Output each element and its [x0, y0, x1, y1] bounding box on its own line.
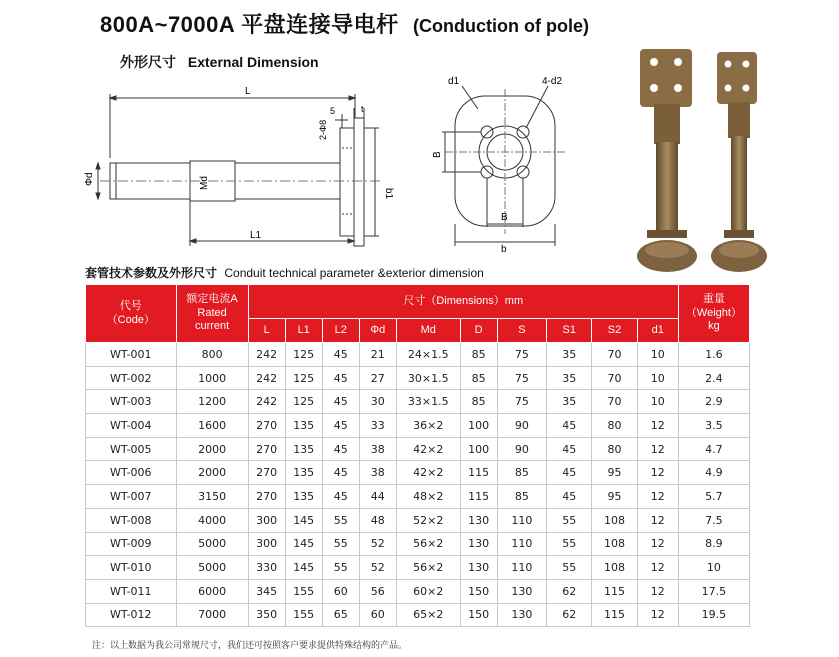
table-cell: WT-002 [86, 366, 177, 390]
table-heading-en: Conduit technical parameter &exterior dimension [224, 266, 484, 280]
flange-front-view-drawing [430, 74, 590, 254]
external-dimension-heading [120, 52, 327, 72]
table-cell: 42×2 [396, 437, 460, 461]
table-cell: 70 [592, 343, 637, 367]
table-cell: 800 [176, 343, 248, 367]
table-cell: 108 [592, 556, 637, 580]
label-b1: b1 [383, 188, 394, 200]
table-cell: 45 [322, 366, 359, 390]
table-cell: 4000 [176, 508, 248, 532]
table-cell: 2000 [176, 437, 248, 461]
table-cell: WT-006 [86, 461, 177, 485]
header-dim-col: d1 [637, 319, 678, 343]
table-cell: 130 [460, 508, 497, 532]
table-cell: 33 [359, 414, 396, 438]
table-cell: 125 [285, 343, 322, 367]
table-cell: 145 [285, 508, 322, 532]
table-cell: 130 [460, 532, 497, 556]
table-cell: 300 [248, 532, 285, 556]
table-cell: 60 [322, 579, 359, 603]
table-cell: 135 [285, 485, 322, 509]
table-cell: 10 [637, 366, 678, 390]
table-cell: 35 [547, 366, 592, 390]
table-cell: 1.6 [678, 343, 749, 367]
table-cell: 345 [248, 579, 285, 603]
table-cell: WT-010 [86, 556, 177, 580]
table-cell: 270 [248, 414, 285, 438]
label-d1: d1 [448, 76, 460, 87]
page-title [100, 8, 589, 39]
table-cell: 60×2 [396, 579, 460, 603]
table-cell: 1000 [176, 366, 248, 390]
table-cell: 48×2 [396, 485, 460, 509]
table-cell: 36×2 [396, 414, 460, 438]
table-row [86, 532, 750, 556]
label-phi-d: Φd [84, 172, 95, 186]
header-dim-col: L2 [322, 319, 359, 343]
table-cell: 17.5 [678, 579, 749, 603]
label-b: b [501, 244, 507, 254]
table-cell: 350 [248, 603, 285, 627]
table-cell: 45 [322, 343, 359, 367]
table-cell: 115 [460, 485, 497, 509]
table-cell: 70 [592, 366, 637, 390]
table-cell: 44 [359, 485, 396, 509]
title-english: (Conduction of pole) [413, 16, 589, 36]
table-cell: 75 [497, 390, 546, 414]
table-heading [85, 264, 484, 281]
table-cell: 12 [637, 485, 678, 509]
external-dimension-en: External Dimension [187, 54, 319, 70]
table-cell: 24×1.5 [396, 343, 460, 367]
header-code: 代号 （Code） [86, 285, 177, 343]
table-cell: 4.9 [678, 461, 749, 485]
table-cell: 45 [547, 461, 592, 485]
parameter-table [85, 284, 750, 627]
table-cell: 125 [285, 390, 322, 414]
table-cell: 70 [592, 390, 637, 414]
table-cell: WT-004 [86, 414, 177, 438]
table-cell: 19.5 [678, 603, 749, 627]
table-cell: 6000 [176, 579, 248, 603]
table-cell: 60 [359, 603, 396, 627]
table-cell: 125 [285, 366, 322, 390]
table-cell: 21 [359, 343, 396, 367]
label-4-d2: 4-d2 [542, 76, 563, 87]
table-row [86, 508, 750, 532]
table-cell: 2.4 [678, 366, 749, 390]
table-heading-cn: 套管技术参数及外形尺寸 [85, 266, 218, 280]
table-row [86, 556, 750, 580]
table-cell: 270 [248, 437, 285, 461]
table-cell: 115 [592, 603, 637, 627]
table-cell: 110 [497, 508, 546, 532]
table-row [86, 461, 750, 485]
table-cell: 52 [359, 556, 396, 580]
header-dim-col: L1 [285, 319, 322, 343]
table-cell: 85 [460, 366, 497, 390]
table-cell: 45 [547, 414, 592, 438]
table-cell: 145 [285, 556, 322, 580]
external-dimension-cn: 外形尺寸 [120, 54, 176, 70]
table-cell: 45 [322, 414, 359, 438]
label-5: 5 [330, 106, 336, 116]
table-cell: 75 [497, 366, 546, 390]
table-cell: 130 [497, 603, 546, 627]
table-row [86, 366, 750, 390]
table-cell: 45 [322, 390, 359, 414]
table-cell: 55 [322, 532, 359, 556]
table-cell: 1600 [176, 414, 248, 438]
table-cell: 45 [322, 461, 359, 485]
table-cell: 7000 [176, 603, 248, 627]
table-cell: 38 [359, 437, 396, 461]
table-cell: 130 [460, 556, 497, 580]
table-cell: 56×2 [396, 556, 460, 580]
table-cell: 55 [322, 556, 359, 580]
table-cell: 95 [592, 485, 637, 509]
table-cell: 115 [592, 579, 637, 603]
table-row [86, 579, 750, 603]
table-cell: 108 [592, 508, 637, 532]
table-cell: 110 [497, 532, 546, 556]
table-cell: 12 [637, 556, 678, 580]
table-cell: 5000 [176, 532, 248, 556]
table-cell: 42×2 [396, 461, 460, 485]
table-cell: 110 [497, 556, 546, 580]
table-cell: 30 [359, 390, 396, 414]
header-weight: 重量 （Weight） kg [678, 285, 749, 343]
table-cell: 85 [460, 343, 497, 367]
header-dim-col: L [248, 319, 285, 343]
table-cell: 12 [637, 532, 678, 556]
table-cell: WT-008 [86, 508, 177, 532]
header-dim-col: S [497, 319, 546, 343]
table-cell: 3.5 [678, 414, 749, 438]
table-cell: 38 [359, 461, 396, 485]
table-cell: 62 [547, 579, 592, 603]
table-cell: 45 [547, 437, 592, 461]
table-cell: 270 [248, 485, 285, 509]
table-cell: 85 [460, 390, 497, 414]
table-cell: 55 [547, 532, 592, 556]
table-cell: 3150 [176, 485, 248, 509]
table-cell: 150 [460, 579, 497, 603]
table-cell: WT-007 [86, 485, 177, 509]
header-dim-col: Md [396, 319, 460, 343]
product-photo [632, 44, 797, 274]
table-cell: WT-012 [86, 603, 177, 627]
table-cell: 45 [322, 485, 359, 509]
table-cell: 45 [547, 485, 592, 509]
table-row [86, 414, 750, 438]
label-t: t [361, 104, 364, 114]
table-cell: 56×2 [396, 532, 460, 556]
table-cell: 52×2 [396, 508, 460, 532]
table-cell: 115 [460, 461, 497, 485]
table-cell: 35 [547, 390, 592, 414]
table-cell: WT-005 [86, 437, 177, 461]
table-cell: 45 [322, 437, 359, 461]
table-cell: 90 [497, 414, 546, 438]
table-cell: 242 [248, 343, 285, 367]
table-cell: 108 [592, 532, 637, 556]
table-cell: 85 [497, 485, 546, 509]
table-cell: 150 [460, 603, 497, 627]
table-cell: 55 [547, 508, 592, 532]
table-cell: WT-001 [86, 343, 177, 367]
table-cell: 56 [359, 579, 396, 603]
table-cell: 155 [285, 579, 322, 603]
table-cell: 10 [678, 556, 749, 580]
title-main: 800A~7000A 平盘连接导电杆 [100, 12, 399, 37]
table-row [86, 437, 750, 461]
table-cell: 155 [285, 603, 322, 627]
table-cell: 62 [547, 603, 592, 627]
table-cell: 65×2 [396, 603, 460, 627]
table-cell: 80 [592, 437, 637, 461]
table-cell: 80 [592, 414, 637, 438]
table-row [86, 390, 750, 414]
table-cell: 5000 [176, 556, 248, 580]
header-dimensions: 尺寸（Dimensions）mm [248, 285, 678, 319]
header-dim-col: S1 [547, 319, 592, 343]
table-row [86, 485, 750, 509]
header-dim-col: D [460, 319, 497, 343]
table-cell: 145 [285, 532, 322, 556]
table-cell: 8.9 [678, 532, 749, 556]
side-view-drawing [80, 78, 400, 253]
table-cell: 4.7 [678, 437, 749, 461]
table-row [86, 603, 750, 627]
table-cell: 75 [497, 343, 546, 367]
table-cell: 12 [637, 461, 678, 485]
label-L: L [245, 86, 251, 97]
label-Md: Md [199, 176, 210, 190]
table-cell: 135 [285, 414, 322, 438]
table-cell: 12 [637, 603, 678, 627]
table-cell: 135 [285, 437, 322, 461]
table-cell: 135 [285, 461, 322, 485]
table-cell: 10 [637, 390, 678, 414]
table-cell: 5.7 [678, 485, 749, 509]
table-cell: 27 [359, 366, 396, 390]
table-cell: 95 [592, 461, 637, 485]
table-cell: 300 [248, 508, 285, 532]
table-cell: 242 [248, 390, 285, 414]
table-cell: 85 [497, 461, 546, 485]
table-cell: 52 [359, 532, 396, 556]
table-cell: 100 [460, 437, 497, 461]
label-B-horizontal: B [501, 212, 508, 223]
table-cell: 270 [248, 461, 285, 485]
table-cell: 48 [359, 508, 396, 532]
table-cell: 330 [248, 556, 285, 580]
label-L1: L1 [250, 230, 262, 241]
table-cell: 12 [637, 579, 678, 603]
table-cell: 30×1.5 [396, 366, 460, 390]
table-cell: WT-011 [86, 579, 177, 603]
table-cell: 12 [637, 437, 678, 461]
table-cell: 33×1.5 [396, 390, 460, 414]
table-cell: 130 [497, 579, 546, 603]
table-cell: 65 [322, 603, 359, 627]
header-rated-current: 额定电流A Rated current [176, 285, 248, 343]
table-cell: 55 [322, 508, 359, 532]
table-cell: 55 [547, 556, 592, 580]
footnote: 注：以上数据为我公司常规尺寸，我们还可按照客户要求提供特殊结构的产品。 [92, 640, 408, 650]
table-cell: WT-003 [86, 390, 177, 414]
table-cell: 90 [497, 437, 546, 461]
table-cell: 7.5 [678, 508, 749, 532]
table-cell: 12 [637, 414, 678, 438]
table-cell: 242 [248, 366, 285, 390]
table-cell: 1200 [176, 390, 248, 414]
table-cell: 35 [547, 343, 592, 367]
header-dim-col: S2 [592, 319, 637, 343]
label-B-vertical: B [432, 151, 443, 158]
table-cell: 100 [460, 414, 497, 438]
table-cell: WT-009 [86, 532, 177, 556]
table-cell: 12 [637, 508, 678, 532]
header-dim-col: Φd [359, 319, 396, 343]
table-cell: 2000 [176, 461, 248, 485]
label-2-phi8: 2-Φ8 [318, 119, 328, 140]
table-cell: 10 [637, 343, 678, 367]
table-row [86, 343, 750, 367]
table-cell: 2.9 [678, 390, 749, 414]
